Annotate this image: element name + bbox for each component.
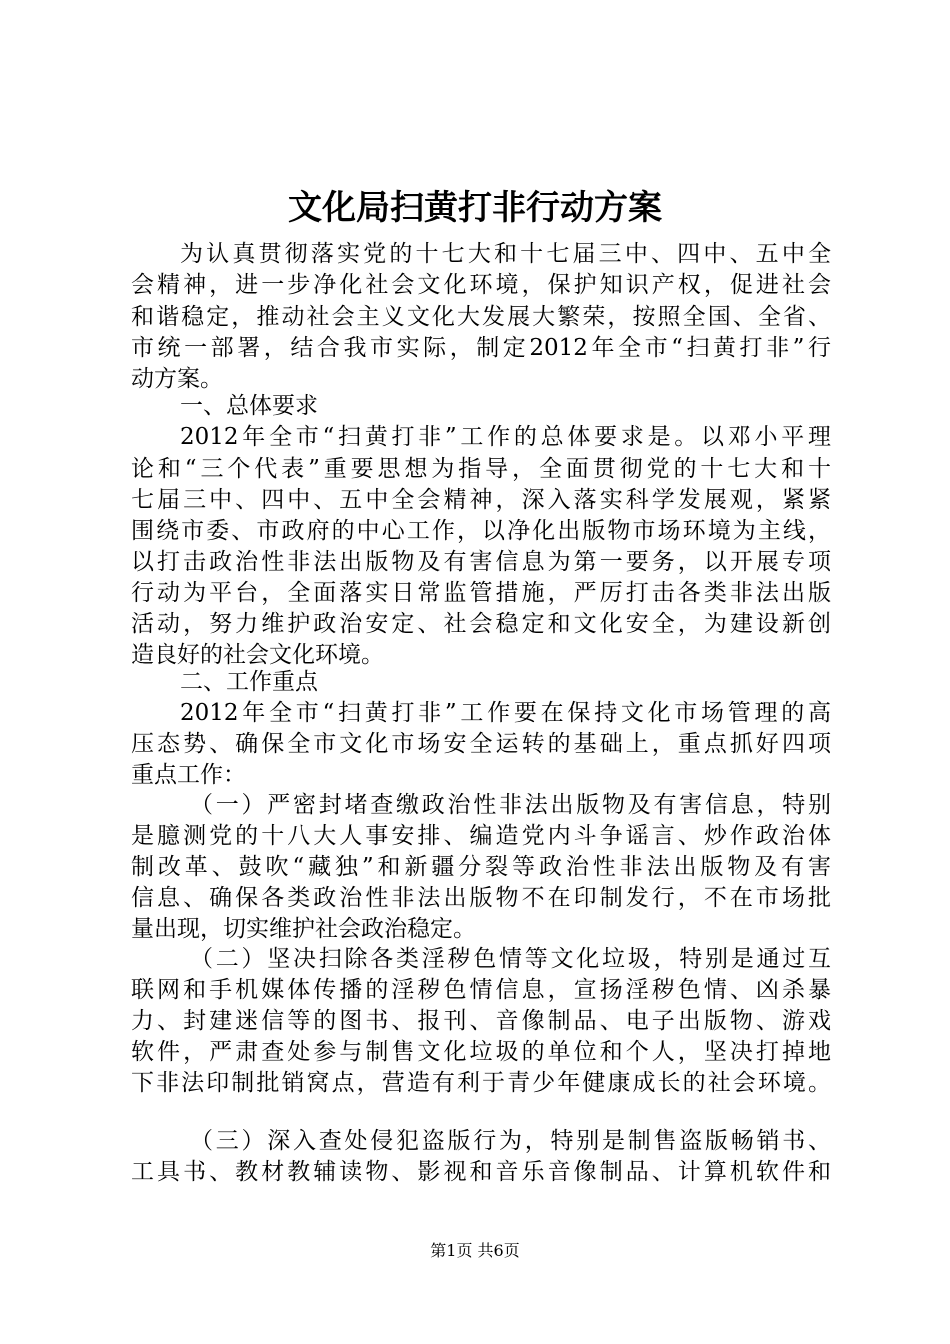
paragraph-line: 围绕市委、市政府的中心工作，以净化出版物市场环境为主线，: [131, 518, 831, 544]
paragraph-line: （三）深入查处侵犯盗版行为，特别是制售盗版畅销书、: [190, 1128, 831, 1154]
paragraph-line: 量出现，切实维护社会政治稳定。: [131, 916, 476, 942]
paragraph-line: （一）严密封堵查缴政治性非法出版物及有害信息，特别: [190, 792, 831, 818]
document-title: 文化局扫黄打非行动方案: [288, 188, 662, 228]
paragraph-line: 为认真贯彻落实党的十七大和十七届三中、四中、五中全: [180, 241, 831, 267]
paragraph-line: 会精神，进一步净化社会文化环境，保护知识产权，促进社会: [131, 272, 831, 298]
paragraph-line: 联网和手机媒体传播的淫秽色情信息，宣扬淫秽色情、凶杀暴: [131, 977, 831, 1003]
paragraph-line: 2012年全市“扫黄打非”工作的总体要求是。以邓小平理: [180, 424, 831, 450]
paragraph-line: 活动，努力维护政治安定、社会稳定和文化安全，为建设新创: [131, 611, 831, 637]
paragraph-line: 力、封建迷信等的图书、报刊、音像制品、电子出版物、游戏: [131, 1008, 831, 1034]
paragraph-line: 2012年全市“扫黄打非”工作要在保持文化市场管理的高: [180, 700, 831, 726]
paragraph-line: 是臆测党的十八大人事安排、编造党内斗争谣言、炒作政治体: [131, 823, 831, 849]
paragraph-line: 制改革、鼓吹“藏独”和新疆分裂等政治性非法出版物及有害: [131, 854, 831, 880]
paragraph-line: 工具书、教材教辅读物、影视和音乐音像制品、计算机软件和: [131, 1159, 831, 1185]
section-heading: 二、工作重点: [180, 669, 318, 695]
paragraph-line: 论和“三个代表”重要思想为指导，全面贯彻党的十七大和十: [131, 456, 831, 482]
paragraph-line: （二）坚决扫除各类淫秽色情等文化垃圾，特别是通过互: [190, 946, 831, 972]
paragraph-line: 压态势、确保全市文化市场安全运转的基础上，重点抓好四项: [131, 731, 831, 757]
paragraph-line: 市统一部署，结合我市实际，制定2012年全市“扫黄打非”行: [131, 335, 831, 361]
paragraph-line: 下非法印制批销窝点，营造有利于青少年健康成长的社会环境。: [131, 1070, 831, 1096]
paragraph-line: 重点工作：: [131, 762, 246, 788]
paragraph-line: 软件，严肃查处参与制售文化垃圾的单位和个人，坚决打掉地: [131, 1039, 831, 1065]
paragraph-line: 和谐稳定，推动社会主义文化大发展大繁荣，按照全国、全省、: [131, 304, 831, 330]
section-heading: 一、总体要求: [180, 393, 318, 419]
paragraph-line: 造良好的社会文化环境。: [131, 642, 384, 668]
paragraph-line: 以打击政治性非法出版物及有害信息为第一要务，以开展专项: [131, 549, 831, 575]
paragraph-line: 行动为平台，全面落实日常监管措施，严厉打击各类非法出版: [131, 580, 831, 606]
page-footer: 第1页 共6页: [430, 1241, 520, 1260]
paragraph-line: 动方案。: [131, 366, 223, 392]
paragraph-line: 七届三中、四中、五中全会精神，深入落实科学发展观，紧紧: [131, 487, 831, 513]
paragraph-line: 信息、确保各类政治性非法出版物不在印制发行，不在市场批: [131, 885, 831, 911]
